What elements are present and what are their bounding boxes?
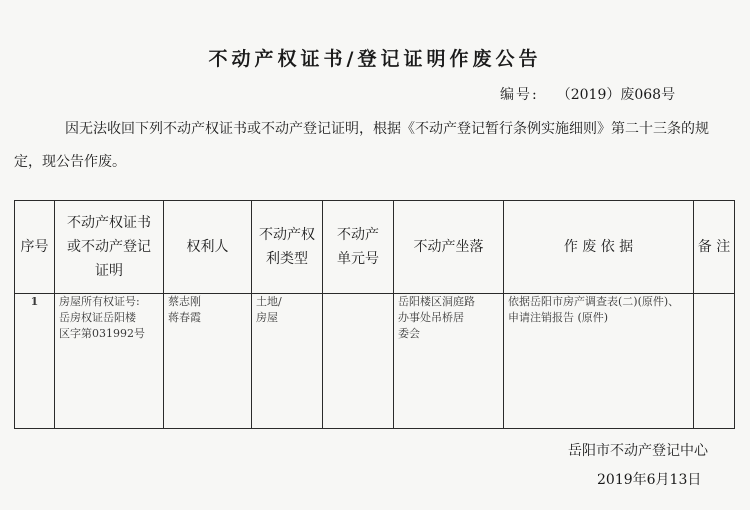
table-header-row — [15, 201, 735, 294]
cell-seq: 1 — [15, 294, 55, 429]
doc-number-value: （2019）废068号 — [556, 87, 676, 103]
header-cert: 不动产权证书 或不动产登记 证明 — [55, 201, 164, 294]
intro-paragraph: 因无法收回下列不动产权证书或不动产登记证明，根据《不动产登记暂行条例实施细则》第二十三条的规定，现公告作废。 — [14, 121, 709, 170]
cell-holder: 蔡志刚 蒋春霞 — [164, 294, 252, 429]
issue-date: 2019年6月13日 — [597, 472, 702, 488]
header-remark: 备 注 — [694, 201, 735, 294]
notice-title: 不动产权证书/登记证明作废公告 — [208, 48, 542, 70]
header-unit-no: 不动产 单元号 — [323, 201, 394, 294]
header-seq: 序号 — [15, 201, 55, 294]
cell-location: 岳阳楼区洞庭路 办事处吊桥居 委会 — [394, 294, 504, 429]
header-basis: 作 废 依 据 — [504, 201, 694, 294]
header-holder: 权利人 — [164, 201, 252, 294]
void-certificate-table — [14, 200, 735, 429]
doc-number-label: 编号: — [500, 87, 539, 103]
cell-right-type: 土地/ 房屋 — [252, 294, 323, 429]
header-right-type: 不动产权 利类型 — [252, 201, 323, 294]
cell-cert: 房屋所有权证号: 岳房权证岳阳楼 区字第031992号 — [55, 294, 164, 429]
cell-remark — [694, 294, 735, 429]
issuer-signature: 岳阳市不动产登记中心 — [568, 443, 708, 459]
cell-basis: 依据岳阳市房产调查表(二)(原件)、 申请注销报告 (原件) — [504, 294, 694, 429]
header-location: 不动产坐落 — [394, 201, 504, 294]
cell-unit-no — [323, 294, 394, 429]
table-row — [15, 294, 735, 429]
doc-number — [500, 84, 675, 104]
